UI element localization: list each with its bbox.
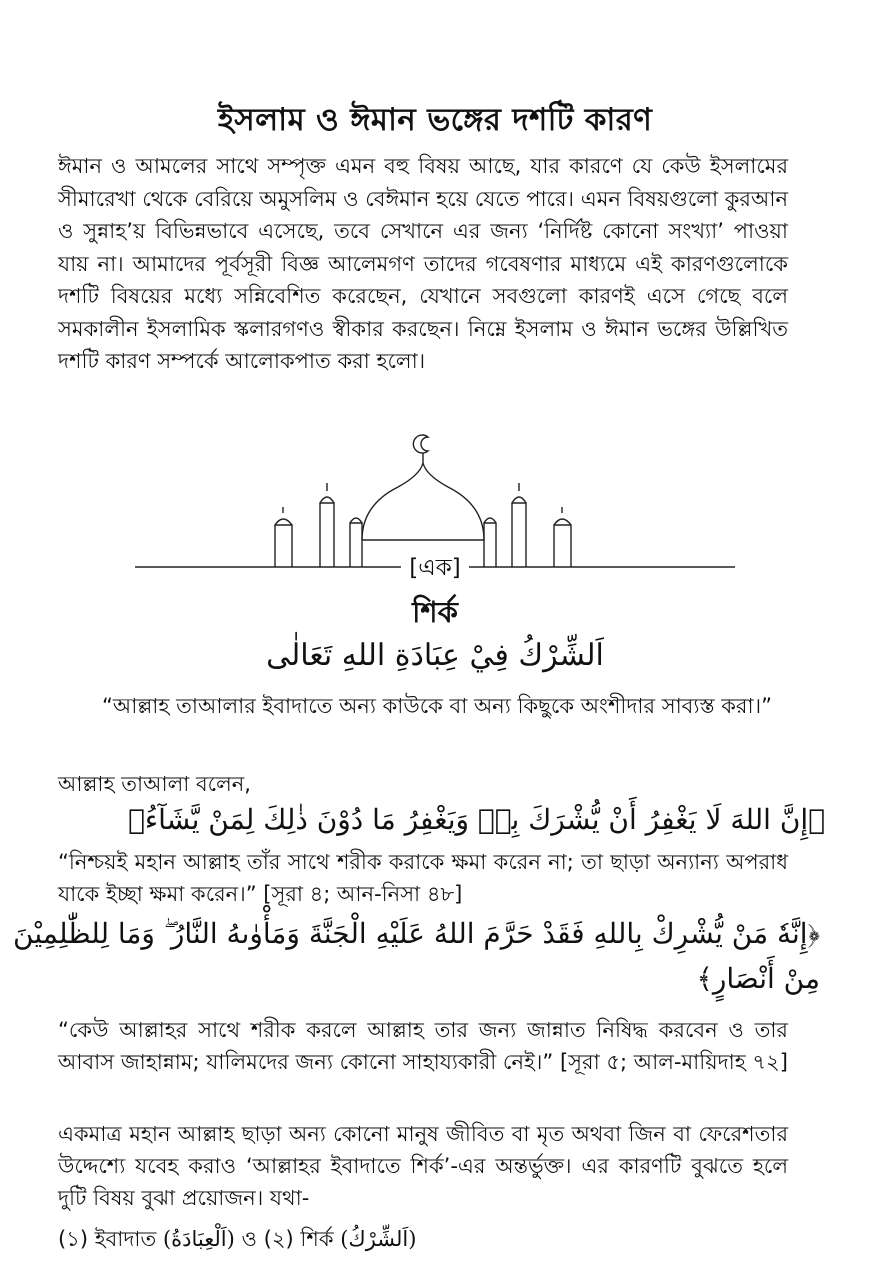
list-item-1-label: (১) ইবাদাত [58,1227,157,1251]
verse-2-translation: “কেউ আল্লাহর সাথে শরীক করলে আল্লাহ তার জন্য জান্নাত নিষিদ্ধ করবেন ও তার আবাস জাহান্নাম; যালিমদের জন্য কোনো সাহায্যকারী নেই।” [সূরা ৫; আল-মায়িদাহ ৭২] [58,1018,788,1074]
intro-line: আল্লাহ তাআলা বলেন, [58,772,251,796]
definition-translation: “আল্লাহ তাআলার ইবাদাতে অন্য কাউকে বা অন্য কিছুকে অংশীদার সাব্যস্ত করা।” [102,694,772,718]
intro-paragraph: ঈমান ও আমলের সাথে সম্পৃক্ত এমন বহু বিষয় আছে, যার কারণে যে কেউ ইসলামের সীমারেখা থেকে বেরিয়ে অমুসলিম ও বেঈমান হয়ে যেতে পারে। এমন বিষয়গুলো কুরআন ও সুন্নাহ’য় বিভিন্নভাবে এসেছে, তবে সেখানে এর জন্য ‘নির্দিষ্ট কোনো সংখ্যা’ পাওয়া যায় না। আমাদের পূর্বসূরী বিজ্ঞ আলেমগণ তাদের গবেষণার মাধ্যমে এই কারণগুলোকে দশটি বিষয়ের মধ্যে সন্নিবেশিত করেছেন, যেখানে সবগুলো কারণই এসে গেছে বলে সমকালীন ইসলামিক স্কলারগণও স্বীকার করছেন। নিম্নে ইসলাম ও ঈমান ভঙ্গের উল্লিখিত দশটি কারণ সম্পর্কে আলোকপাত করা হলো। [58,154,788,373]
closing-paragraph: একমাত্র মহান আল্লাহ ছাড়া অন্য কোনো মানুষ জীবিত বা মৃত অথবা জিন বা ফেরেশতার উদ্দেশ্যে যবেহ করাও ‘আল্লাহর ইবাদাতে শির্ক’-এর অন্তর্ভুক্ত। এর কারণটি বুঝতে হলে দুটি বিষয় বুঝা প্রয়োজন। যথা- [58,1122,788,1210]
section-number-label [0,549,870,588]
page-title: ইসলাম ও ঈমান ভঙ্গের দশটি কারণ [217,102,653,138]
verse-2-arabic-line-2: مِنْ أَنْصَارٍ﴾ [696,962,820,995]
verse-1-translation: “নিশ্চয়ই মহান আল্লাহ তাঁর সাথে শরীক করাকে ক্ষমা করেন না; তা ছাড়া অন্যান্য অপরাধ যাকে ইচ্ছা ক্ষমা করেন।” [সূরা ৪; আন-নিসা ৪৮] [58,850,788,906]
verse-2-arabic-line-1: ﴿إِنَّهٗ مَنْ يُّشْرِكْ بِاللهِ فَقَدْ حَرَّمَ اللهُ عَلَيْهِ الْجَنَّةَ وَمَأْوٰىهُ النَّارُ ۖ وَمَا لِلظّٰلِمِيْنَ [13,917,820,950]
list-item-2-label: (২) শির্ক [263,1227,334,1251]
arabic-definition: اَلشِّرْكُ فِيْ عِبَادَةِ اللهِ تَعَالٰى [266,638,604,673]
section-heading: শির্ক [412,595,458,629]
list-item-1-arabic: (اَلْعِبَادَةُ) [162,1227,235,1251]
list-connector: ও [241,1227,257,1251]
verse-1-arabic: ﴿إِنَّ اللهَ لَا يَغْفِرُ أَنْ يُّشْرَكَ بِهٖ وَيَغْفِرُ مَا دُوْنَ ذٰلِكَ لِمَنْ يَّشَآءُ﴾ [128,803,825,836]
list-item-2-arabic: (اَلشِّرْكُ) [340,1227,417,1251]
list-line [58,1223,416,1258]
section-number-text: [এক] [401,555,469,581]
